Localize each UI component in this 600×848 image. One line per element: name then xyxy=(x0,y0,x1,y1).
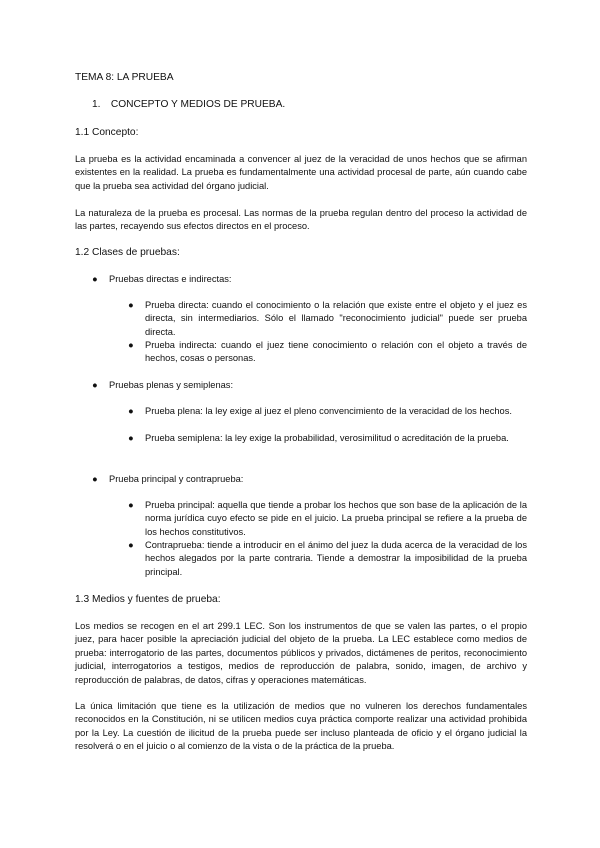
bullet-icon: ● xyxy=(92,380,98,390)
list-item-text: Prueba semiplena: la ley exige la probabilidad, verosimilitud o acreditación de la prueba. xyxy=(145,433,509,443)
subsection-heading-medios: 1.3 Medios y fuentes de prueba: xyxy=(75,594,221,605)
bullet-icon: ● xyxy=(128,300,134,310)
list-item-group-2 xyxy=(92,379,233,392)
subsection-heading-clases: 1.2 Clases de pruebas: xyxy=(75,247,180,258)
group-label: Pruebas directas e indirectas: xyxy=(109,274,232,284)
section-heading xyxy=(92,98,285,111)
group-label: Prueba principal y contraprueba: xyxy=(109,474,244,484)
list-item xyxy=(128,299,527,339)
list-item xyxy=(128,539,527,579)
list-item xyxy=(128,499,527,539)
bullet-icon: ● xyxy=(128,540,134,550)
bullet-icon: ● xyxy=(128,433,134,443)
list-item xyxy=(128,339,527,366)
bullet-icon: ● xyxy=(128,500,134,510)
paragraph-medios-2: La única limitación que tiene es la utilización de medios que no vulneren los derechos fundamentales reconocidos en la Constitución, ni se utilicen medios cuya práctica comporte realizar una actividad prohibida por la Ley. La cuestión de ilicitud de la prueba puede ser incluso planteada de oficio y el órgano judicial la resolverá o en el juicio o al comienzo de la vista o de la práctica de la prueba. xyxy=(75,701,527,752)
section-title: CONCEPTO Y MEDIOS DE PRUEBA. xyxy=(110,99,286,110)
list-item-text: Prueba plena: la ley exige al juez el pleno convencimiento de la veracidad de los hechos. xyxy=(145,406,512,416)
list-item xyxy=(128,405,527,418)
group-label: Pruebas plenas y semiplenas: xyxy=(109,380,234,390)
bullet-icon: ● xyxy=(92,474,98,484)
list-item-group-1 xyxy=(92,273,231,286)
list-item-text: Prueba directa: cuando el conocimiento o la relación que existe entre el objeto y el juez es directa, sin intermediarios. Sólo el llamado "reconocimiento judicial" puede ser prueba directa. xyxy=(145,300,527,337)
paragraph-medios-1: Los medios se recogen en el art 299.1 LEC. Son los instrumentos de que se valen las partes, o el propio juez, para hacer posible la apreciación judicial del objeto de la prueba. La LEC establece como medios de prueba: interrogatorio de las partes, documentos públicos y privados, dictámenes de peritos, reconocimiento judicial, interrogatorios a testigos, medios de reproducción de palabra, sonido, imagen, de archivo y reproducción de palabras, de datos, cifras y operaciones matemáticas. xyxy=(75,621,527,685)
paragraph-concepto-1: La prueba es la actividad encaminada a convencer al juez de la veracidad de unos hechos que se afirman existentes en la realidad. La prueba es fundamentalmente una actividad procesal de parte, aún cuando cabe que la prueba sea actividad del órgano judicial. xyxy=(75,154,527,191)
bullet-icon: ● xyxy=(128,406,134,416)
list-item xyxy=(128,432,527,445)
section-number: 1. xyxy=(92,99,101,110)
bullet-icon: ● xyxy=(128,340,134,350)
document-title: TEMA 8: LA PRUEBA xyxy=(75,72,174,83)
list-item-text: Prueba indirecta: cuando el juez tiene conocimiento o relación con el objeto a través de hechos, cosas o personas. xyxy=(145,340,527,364)
list-item-group-3 xyxy=(92,473,243,486)
subsection-heading-concepto: 1.1 Concepto: xyxy=(75,127,139,138)
list-item-text: Prueba principal: aquella que tiende a probar los hechos que son base de la aplicación de la norma jurídica cuyo efecto se pide en el juicio. La prueba principal se refiere a la prueba de los hechos constitutivos. xyxy=(145,500,527,537)
bullet-icon: ● xyxy=(92,274,98,284)
list-item-text: Contraprueba: tiende a introducir en el ánimo del juez la duda acerca de la veracidad de los hechos alegados por la parte contraria. Tiende a demostrar la imposibilidad de la prueba principal. xyxy=(145,540,527,577)
paragraph-concepto-2: La naturaleza de la prueba es procesal. Las normas de la prueba regulan dentro del proceso la actividad de las partes, recayendo sus efectos directos en el proceso. xyxy=(75,208,527,232)
